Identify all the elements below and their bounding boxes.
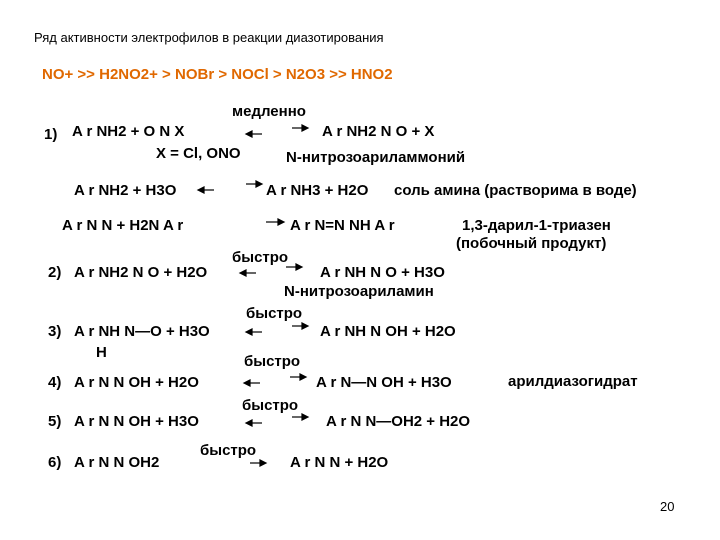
side-reaction-b-reactants: A r N N + H2N A r	[62, 217, 184, 234]
side-reaction-a-note: соль амина (растворима в воде)	[394, 182, 637, 199]
side-reaction-a-reactants: A r NH2 + H3O	[74, 182, 177, 199]
reaction-2-number: 2)	[48, 264, 62, 281]
reaction-4-products: A r N—N OH + H3O	[316, 374, 452, 391]
reaction-1-product-name: N-нитрозоариламмоний	[286, 149, 466, 166]
reaction-3-condition: быстро	[246, 305, 303, 322]
reaction-5-products: A r N N—OH2 + H2O	[326, 413, 471, 430]
reaction-5-reactants: A r N N OH + H3O	[74, 413, 199, 430]
reaction-1-products: A r NH2 N O + X	[322, 123, 435, 140]
reaction-4-number: 4)	[48, 374, 62, 391]
side-reaction-b-note: (побочный продукт)	[456, 235, 607, 252]
reaction-6-reactants: A r N N OH2	[74, 454, 160, 471]
reaction-5-number: 5)	[48, 413, 62, 430]
reaction-1-number: 1)	[44, 126, 58, 143]
side-reaction-a-products: A r NH3 + H2O	[266, 182, 369, 199]
reaction-4-reactants: A r N N OH + H2O	[74, 374, 199, 391]
side-reaction-b-products: A r N=N NH A r	[290, 217, 395, 234]
reaction-6-products: A r N N + H2O	[290, 454, 389, 471]
reaction-5-condition: быстро	[242, 397, 299, 414]
reaction-1-condition: медленно	[232, 103, 306, 120]
reaction-2-reactants: A r NH2 N O + H2O	[74, 264, 208, 281]
side-reaction-b-name: 1,3-дарил-1-триазен	[462, 217, 611, 234]
reaction-1-reactants: A r NH2 + O N X	[72, 123, 185, 140]
reaction-6-condition: быстро	[200, 442, 257, 459]
reaction-3-products: A r NH N OH + H2O	[320, 323, 456, 340]
slide-title: Ряд активности электрофилов в реакции диазотирования	[34, 30, 384, 45]
reaction-2-condition: быстро	[232, 249, 289, 266]
reaction-3-number: 3)	[48, 323, 62, 340]
reaction-3-substituent: H	[96, 344, 107, 361]
electrophile-sequence: NO+ >> H2NO2+ > NOBr > NOCl > N2O3 >> HNO2	[42, 66, 393, 83]
reaction-2-product-name: N-нитрозоариламин	[284, 283, 434, 300]
page-number: 20	[660, 499, 675, 514]
reaction-3-reactants: A r NH N—O + H3O	[74, 323, 210, 340]
reaction-4-product-name: арилдиазогидрат	[508, 373, 638, 390]
reaction-1-x-definition: X = Cl, ONO	[156, 145, 241, 162]
reaction-6-number: 6)	[48, 454, 62, 471]
reaction-2-products: A r NH N O + H3O	[320, 264, 445, 281]
reaction-4-condition: быстро	[244, 353, 301, 370]
